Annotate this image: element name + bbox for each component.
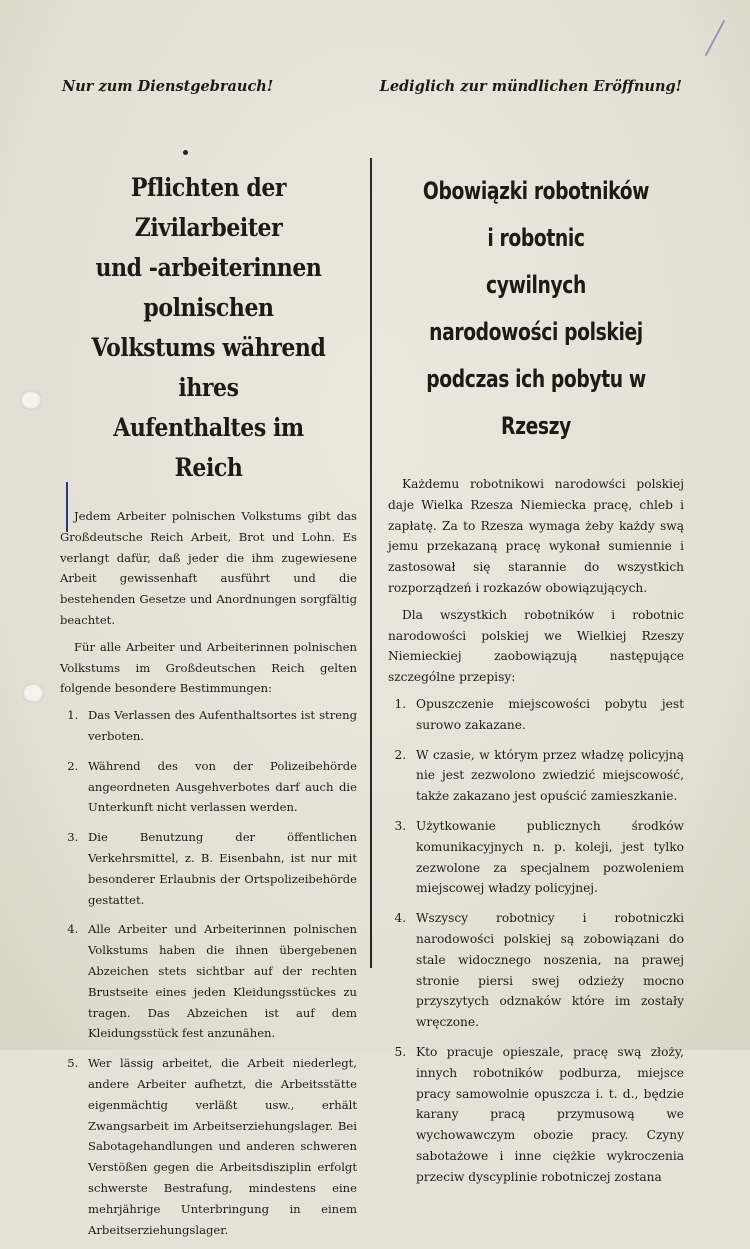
german-title-line: Volkstums während ihres xyxy=(91,333,326,402)
polish-rule-item: 2. W czasie, w którym przez władzę policyjną nie jest zezwolono zwiedzić miejscowość, także zakazano jest opuścić zamieszkanie. xyxy=(410,745,684,807)
header-left-notice: Nur zum Dienstgebrauch! xyxy=(62,78,274,95)
german-rule-item: 2. Während des von der Polizeibehörde angeordneten Ausgehverbotes darf auch die Unterkunft nicht verlassen werden. xyxy=(82,756,357,818)
german-rule-item: 5. Wer lässig arbeitet, die Arbeit niederlegt, andere Arbeiter aufhetzt, die Arbeitsstätte eigenmächtig verläßt usw., erhält Zwangsarbeit im Arbeitserziehungslager. Bei Sabotagehandlungen und anderen schweren Verstößen gegen die Arbeitsdisziplin erfolgt schwerste Bestrafung, mindestens eine mehrjährige Unterbringung in einem Arbeitserziehungslager. xyxy=(82,1053,357,1240)
german-title-line: und -arbeiterinnen polnischen xyxy=(95,253,322,322)
german-rule-item: 4. Alle Arbeiter und Arbeiterinnen polnischen Volkstums haben die ihnen übergebenen Abzeichen stets sichtbar auf der rechten Brustseite eines jeden Kleidungsstückes zu tragen. Das Abzeichen ist auf dem Kleidungsstück fest anzunähen. xyxy=(82,919,357,1044)
polish-body xyxy=(388,474,684,1188)
polish-rule-item: 5. Kto pracuje opieszale, pracę swą złoży, innych robotników podburza, miejsce pracy samowolnie opuszcza i. t. d., będzie karany pracą przymusową we wychowawczym obozie pracy. Czyny sabotażowe i inne ciężkie wykroczenia przeciw dyscyplinie robotniczej zostana xyxy=(410,1042,684,1188)
polish-rules-list xyxy=(388,694,684,1188)
polish-rule-item: 4. Wszyscy robotnicy i robotniczki narodowości polskiej są zobowiązani do stale widocznego noszenia, na prawej stronie piersi swej odzieży mocno przyszytych odznaków które im zostały wręczone. xyxy=(410,908,684,1033)
german-title-line: Pflichten der Zivilarbeiter xyxy=(130,173,287,242)
german-column xyxy=(60,168,357,1249)
polish-title-line: cywilnych narodowości polskiej xyxy=(429,271,643,346)
polish-title-line: podczas ich pobytu w Rzeszy xyxy=(426,365,646,440)
polish-rule-item: 1. Opuszczenie miejscowości pobytu jest surowo zakazane. xyxy=(410,694,684,736)
header-right-notice: Lediglich zur mündlichen Eröffnung! xyxy=(379,78,682,95)
german-intro-paragraph: Jedem Arbeiter polnischen Volkstums gibt das Großdeutsche Reich Arbeit, Brot und Lohn. Es verlangt dafür, daß jeder die ihm zugewiesene Arbeit gewissenhaft ausführt und die bestehenden Gesetze und Anordnungen sorgfältig beachtet. xyxy=(60,509,357,627)
ink-dot xyxy=(183,150,188,155)
pencil-mark xyxy=(705,20,726,56)
german-title xyxy=(78,168,339,488)
german-rule-item: 3. Die Benutzung der öffentlichen Verkehrsmittel, z. B. Eisenbahn, ist nur mit besonderer Erlaubnis der Ortspolizeibehörde gestattet. xyxy=(82,827,357,910)
german-intro-paragraph: Für alle Arbeiter und Arbeiterinnen polnischen Volkstums im Großdeutschen Reich gelten folgende besondere Bestimmungen: xyxy=(60,639,357,696)
german-rules-list xyxy=(60,705,357,1240)
polish-intro-paragraph: Każdemu robotnikowi narodowści polskiej daje Wielka Rzesza Niemiecka pracę, chleb i zapłatę. Za to Rzesza wymaga żeby każdy swą jemu przekazaną pracę wykonał sumiennie i zastosował się starannie do wszystkich rozporządzeń i rozkazów obowiązujących. xyxy=(388,477,684,595)
column-divider xyxy=(370,158,372,968)
polish-title xyxy=(421,168,652,450)
polish-intro-paragraph: Dla wszystkich robotników i robotnic narodowości polskiej we Wielkiej Rzeszy Niemieckiej zaobowiązują następujące szczególne przepisy: xyxy=(388,607,684,685)
punch-hole-bottom xyxy=(22,683,44,703)
polish-title-line: Obowiązki robotników i robotnic xyxy=(422,177,650,252)
german-title-line: Aufenthaltes im Reich xyxy=(113,413,304,482)
german-body xyxy=(60,506,357,1240)
polish-column xyxy=(388,168,684,1197)
punch-hole-top xyxy=(20,390,42,410)
german-rule-item: 1. Das Verlassen des Aufenthaltsortes ist streng verboten. xyxy=(82,705,357,747)
polish-rule-item: 3. Użytkowanie publicznych środków komunikacyjnych n. p. koleji, jest tylko zezwolone za specjalnem pozwoleniem miejscowej władzy policyjnej. xyxy=(410,816,684,899)
